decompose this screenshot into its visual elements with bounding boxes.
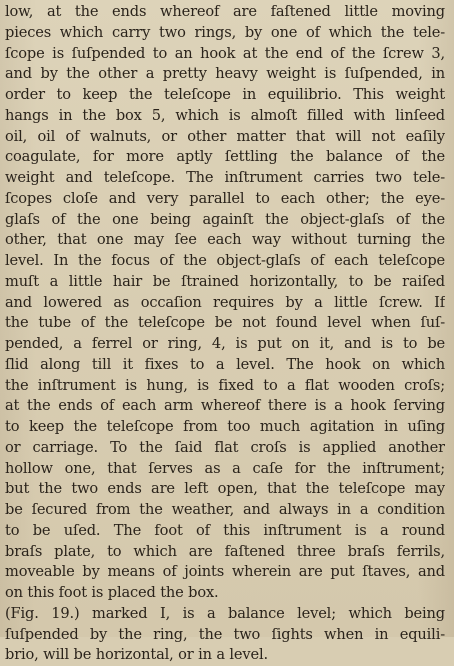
text-line: coagulate, for more aptly ſettling the balance of the [5,148,445,166]
text-line: low, at the ends whereof are faſtened little moving [5,3,445,20]
text-line: ſcopes cloſe and very parallel to each other; the eye- [5,189,445,207]
text-line: hangs in the box 5, which is almoſt filled with linſeed [5,106,445,124]
text-line: weight and teleſcope. The inſtrument carries two tele- [5,169,445,186]
text-line: moveable by means of joints wherein are put ſtaves, and [5,563,445,581]
text-line: be ſecured from the weather, and always in a condition [5,501,445,518]
text-line: order to keep the teleſcope in equilibrio. This weight [5,86,445,103]
text-line: but the two ends are left open, that the teleſcope may [5,480,445,498]
body-text [5,2,445,666]
text-line: the tube of the teleſcope be not found level when ſuſ- [5,314,445,332]
text-line: to be uſed. The foot of this inſtrument is a round [5,521,445,539]
text-line: ſcope is ſuſpended to an hook at the end of the ſcrew 3, [5,44,445,62]
text-line: oil, oil of walnuts, or other matter that will not eaſily [5,127,445,145]
text-line: pieces which carry two rings, by one of which the tele- [5,23,445,41]
text-line: at the ends of each arm whereof there is a hook ſerving [5,397,445,415]
text-line: the inſtrument is hung, is fixed to a flat wooden croſs; [5,376,445,394]
text-line: glaſs of the one being againſt the object-glaſs of the [5,210,445,228]
text-line: muſt a little hair be ſtrained horizontally, to be raiſed [5,272,445,290]
text-line: or carriage. To the ſaid flat croſs is applied another [5,438,445,456]
text-line: to keep the teleſcope from too much agitation in uſing [5,418,445,435]
text-line: pended, a ferrel or ring, 4, is put on it, and is to be [5,335,445,352]
text-line: on this foot is placed the box. [5,584,219,601]
text-line: ſlid along till it fixes to a level. The hook on which [5,355,445,373]
text-line: braſs plate, to which are faſtened three braſs ferrils, [5,542,445,560]
text-line: and by the other a pretty heavy weight is ſuſpended, in [5,65,445,83]
text-line: brio, will be horizontal, or in a level. [5,646,268,664]
text-line: other, that one may ſee each way without turning the [5,231,445,249]
text-line: hollow one, that ſerves as a caſe for the inſtrument; [5,459,445,477]
text-line: level. In the focus of the object-glaſs of each teleſcope [5,252,445,269]
text-line: ſuſpended by the ring, the two ſights when in equili- [5,625,445,643]
text-line: (Fig. 19.) marked I, is a balance level; which being [5,604,445,622]
text-line: and lowered as occaſion requires by a little ſcrew. If [5,293,445,311]
